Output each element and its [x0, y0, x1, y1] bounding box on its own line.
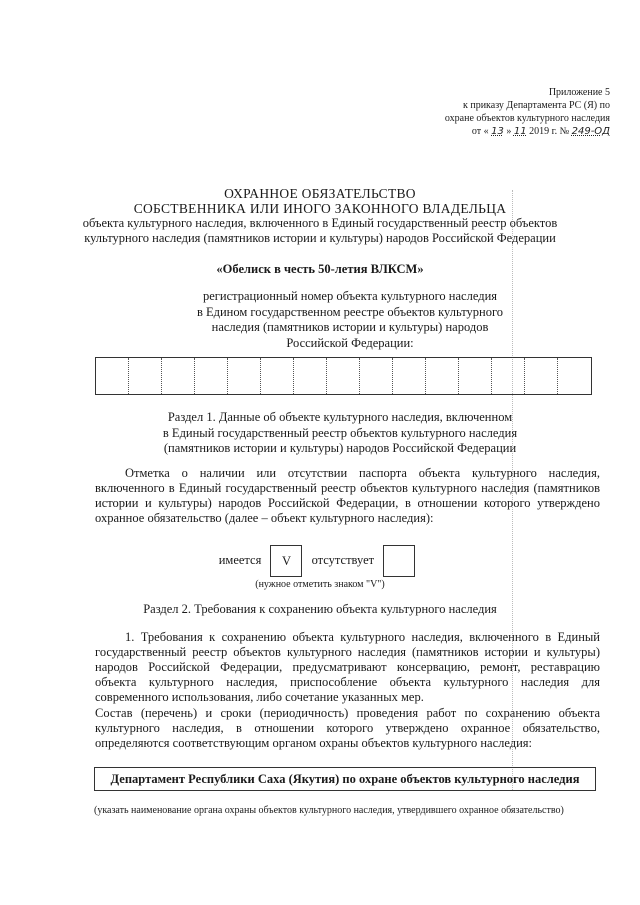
passport-paragraph: Отметка о наличии или отсутствии паспорта объекта культурного наследия, включенного в Единый государственный реестр объектов культурного наследия (памятников истории и культуры) народов Российской Федерации, в отношении которого утверждено охранное обязательство (далее – объект культурного наследия): — [95, 466, 600, 525]
reg-box[interactable] — [228, 358, 261, 394]
passport-present-label: имеется — [218, 552, 262, 567]
annex-date-prefix: от « — [471, 126, 489, 137]
annex-block — [350, 86, 610, 138]
passport-present-checkbox[interactable]: V — [270, 545, 302, 577]
reg-box[interactable] — [459, 358, 492, 394]
section-1-heading — [130, 410, 550, 457]
annex-date-line — [350, 125, 610, 138]
reg-box[interactable] — [327, 358, 360, 394]
reg-box[interactable] — [261, 358, 294, 394]
registration-line-1: регистрационный номер объекта культурного наследия — [202, 289, 498, 303]
annex-line-3: охране объектов культурного наследия — [444, 113, 610, 124]
department-note: (указать наименование органа охраны объектов культурного наследия, утвердившего охранное обязательство) — [94, 805, 564, 816]
registration-line-4: Российской Федерации: — [286, 335, 414, 350]
reg-box[interactable] — [162, 358, 195, 394]
reg-box[interactable] — [129, 358, 162, 394]
annex-number: 249-ОД — [571, 126, 610, 137]
passport-absent-label: отсутствует — [311, 552, 375, 567]
annex-line-1: Приложение 5 — [548, 87, 610, 98]
reg-box[interactable] — [360, 358, 393, 394]
annex-month: 11 — [513, 126, 527, 137]
reg-box[interactable] — [492, 358, 525, 394]
registration-line-3: наследия (памятников истории и культуры) народов — [211, 320, 489, 334]
section-2-item-1: 1. Требования к сохранению объекта культурного наследия, включенного в Единый государственный реестр объектов культурного наследия (памятников истории и культуры) народов Российской Федерации, предусматривают консервацию, ремонт, реставрацию объекта культурного наследия, приспособление объекта культурного наследия для современного использования, либо сочетание указанных мер. — [95, 630, 600, 704]
annex-day: 13 — [491, 126, 504, 137]
reg-box[interactable] — [294, 358, 327, 394]
annex-year: 2019 г. № — [529, 126, 570, 137]
passport-selector — [0, 545, 640, 577]
reg-box[interactable] — [426, 358, 459, 394]
registration-number-boxes — [95, 357, 592, 395]
section-2-composition: Состав (перечень) и сроки (периодичность) проведения работ по сохранению объекта культурного наследия, в отношении которого утверждено охранное обязательство, определяются соответствующим органом охраны объектов культурного наследия: — [95, 706, 600, 750]
reg-box[interactable] — [558, 358, 591, 394]
section-1-line-1: Раздел 1. Данные об объекте культурного наследия, включенном — [167, 410, 513, 424]
department-field[interactable]: Департамент Республики Саха (Якутия) по охране объектов культурного наследия — [94, 767, 596, 791]
section-1-line-3: (памятников истории и культуры) народов Российской Федерации — [163, 441, 517, 455]
reg-box[interactable] — [393, 358, 426, 394]
passport-absent-checkbox[interactable] — [383, 545, 415, 577]
reg-box[interactable] — [525, 358, 558, 394]
annex-line-2: к приказу Департамента РС (Я) по — [462, 100, 610, 111]
document-title-line-2: СОБСТВЕННИКА ИЛИ ИНОГО ЗАКОННОГО ВЛАДЕЛЬЦА — [133, 201, 507, 216]
subtitle-line-1: объекта культурного наследия, включенного в Единый государственный реестр объектов — [82, 216, 558, 230]
registration-label — [180, 289, 520, 351]
passport-note: (нужное отметить знаком "V") — [255, 579, 385, 590]
document-title-line-1: ОХРАННОЕ ОБЯЗАТЕЛЬСТВО — [224, 186, 416, 201]
document-subtitle — [0, 216, 640, 246]
subtitle-line-2: культурного наследия (памятников истории и культуры) народов Российской Федерации — [84, 231, 556, 245]
registration-line-2: в Едином государственном реестре объектов культурного — [196, 304, 504, 319]
annex-date-mid: » — [506, 126, 512, 137]
section-1-line-2: в Единый государственный реестр объектов культурного наследия — [162, 425, 518, 440]
section-2-heading: Раздел 2. Требования к сохранению объекта культурного наследия — [143, 602, 497, 616]
reg-box[interactable] — [96, 358, 129, 394]
object-name: «Обелиск в честь 50-летия ВЛКСМ» — [216, 262, 424, 276]
reg-box[interactable] — [195, 358, 228, 394]
